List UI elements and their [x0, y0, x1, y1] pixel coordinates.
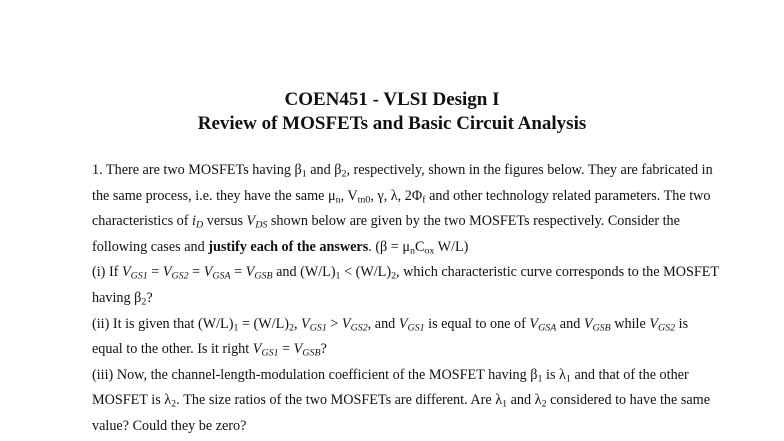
question-part-i: (i) If $V_{GS1} = V_{GS2} = V_{GSA} = V_{GSB}$ and $(W/L)_1 < (W/L)_2$, which characteristic curve corresponds to the MOSFET having $\beta_2$?	[92, 264, 719, 308]
question-part-iii: (iii) Now, the channel-length-modulation coefficient of the MOSFET having $\beta_1$ is $\lambda_1$ and that of the other MOSFET is $\lambda_2$. The size ratios of the two MOSFETs are different. Are $\lambda_1$ and $\lambda_2$ considered to have the same value? Could they be zero?	[92, 366, 711, 434]
justify-emphasis: justify each of the answers	[208, 238, 369, 255]
question-part-ii: (ii) It is given that $(W/L)_1 = (W/L)_2$, $V_{GS1} > V_{GS2}$, and $V_{GS1}$ is equal to one of $V_{GSA}$ and $V_{GSB}$ while $V_{GS2}$ is equal to the other. Is it right $V_{GS1} = V_{GSB}$?	[92, 315, 689, 359]
question-body	[92, 158, 722, 440]
course-title: COEN451 - VLSI Design I	[284, 89, 500, 110]
document-subtitle: Review of MOSFETs and Basic Circuit Analysis	[197, 113, 587, 134]
question-intro: 1. There are two MOSFETs having $\beta_1$ and $\beta_2$, respectively, shown in the figures below. They are fabricated in the same process, i.e. they have the same $\mu_n$, $V_{tn0}$, γ, λ, $2\Phi_f$ and other technology related parameters. The two characteristics of $i_D$ versus $V_{DS}$ shown below are given by the two MOSFETs respectively. Consider the following cases and justify each of the answers. ($\beta = \mu_nC_{ox}$ W/L)	[92, 162, 713, 257]
